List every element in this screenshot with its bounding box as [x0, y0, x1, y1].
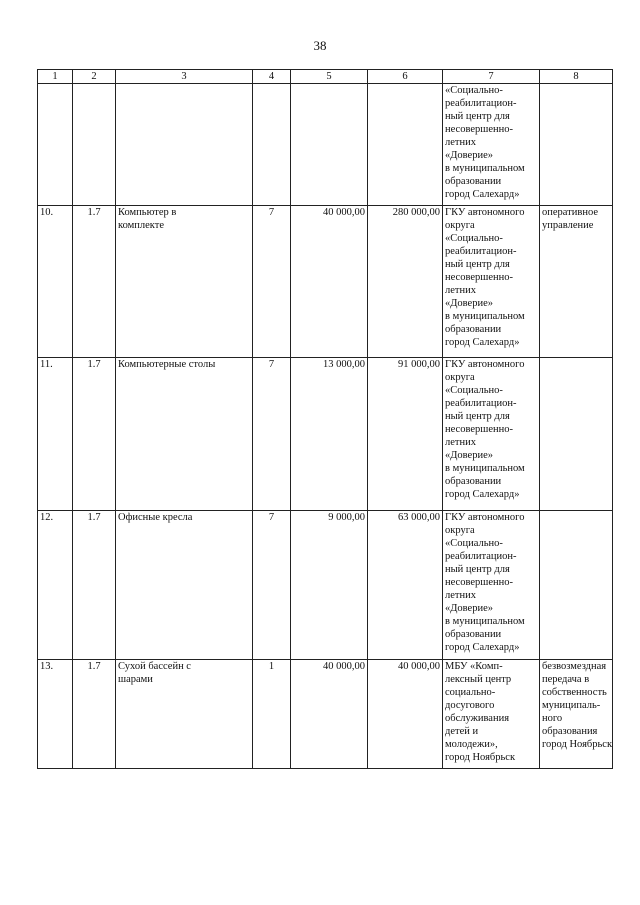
cell-text-line: реабилитацион-	[445, 98, 517, 109]
row-number-cell	[38, 84, 73, 206]
cell-text-line: детей и	[445, 726, 479, 737]
cell-text-line: ГКУ автономного	[445, 207, 525, 218]
unit-price-cell: 9 000,00	[291, 511, 368, 660]
property-table	[37, 69, 613, 769]
header-cell-5: 5	[291, 70, 368, 84]
cell-text-line: ный центр для	[445, 411, 510, 422]
cell-text-line: Компьютерные столы	[118, 359, 216, 370]
cell-text-line: «Доверие»	[445, 450, 493, 461]
cell-text-line: безвозмездная	[542, 661, 607, 672]
transfer-basis-cell	[540, 660, 613, 769]
cell-text-line: муниципаль-	[542, 700, 601, 711]
table-body	[38, 70, 613, 769]
cell-text-line: реабилитацион-	[445, 551, 517, 562]
cell-text-line: округа	[445, 525, 475, 536]
item-name-cell	[116, 84, 253, 206]
cell-text-line: ный центр для	[445, 564, 510, 575]
table-header-row	[38, 70, 613, 84]
quantity-cell: 7	[253, 206, 291, 358]
table-row	[38, 206, 613, 358]
total-cost-cell: 63 000,00	[368, 511, 443, 660]
cell-text-line: Компьютер в	[118, 207, 177, 218]
cell-text-line: город Ноябрьск	[445, 752, 516, 763]
row-number-cell: 11.	[38, 358, 73, 511]
item-name-cell	[116, 358, 253, 511]
header-cell-7: 7	[443, 70, 540, 84]
cell-text-line: собственность	[542, 687, 607, 698]
cell-text-line: оперативное	[542, 207, 598, 218]
item-name-cell	[116, 511, 253, 660]
cell-text-line: социально-	[445, 687, 496, 698]
cell-text-line: в муниципальном	[445, 163, 525, 174]
header-cell-2: 2	[73, 70, 116, 84]
transfer-basis-cell	[540, 206, 613, 358]
table-row	[38, 358, 613, 511]
cell-text-line: город Салехард»	[445, 337, 520, 348]
cell-text-line: летних	[445, 437, 476, 448]
cell-text-line: «Доверие»	[445, 603, 493, 614]
cell-text-line: город Салехард»	[445, 189, 520, 200]
total-cost-cell: 280 000,00	[368, 206, 443, 358]
cell-text-line: ный центр для	[445, 111, 510, 122]
cell-text-line: «Социально-	[445, 538, 503, 549]
row-number-cell: 12.	[38, 511, 73, 660]
cell-text-line: реабилитацион-	[445, 246, 517, 257]
cell-text-line: несовершенно-	[445, 424, 513, 435]
cell-text-line: в муниципальном	[445, 616, 525, 627]
cell-text-line: досугового	[445, 700, 495, 711]
code-cell: 1.7	[73, 206, 116, 358]
table-row	[38, 511, 613, 660]
unit-price-cell: 40 000,00	[291, 660, 368, 769]
organization-cell	[443, 511, 540, 660]
quantity-cell: 7	[253, 511, 291, 660]
cell-text-line: реабилитацион-	[445, 398, 517, 409]
page-number: 38	[313, 38, 327, 53]
unit-price-cell	[291, 84, 368, 206]
unit-price-cell: 40 000,00	[291, 206, 368, 358]
item-name-cell	[116, 660, 253, 769]
cell-text-line: летних	[445, 590, 476, 601]
cell-text-line: ГКУ автономного	[445, 512, 525, 523]
header-cell-8: 8	[540, 70, 613, 84]
cell-text-line: шарами	[118, 674, 153, 685]
quantity-cell: 7	[253, 358, 291, 511]
cell-text-line: образовании	[445, 324, 502, 335]
row-number-cell: 13.	[38, 660, 73, 769]
quantity-cell	[253, 84, 291, 206]
header-cell-4: 4	[253, 70, 291, 84]
cell-text-line: несовершенно-	[445, 272, 513, 283]
cell-text-line: «Социально-	[445, 85, 503, 96]
item-name-cell	[116, 206, 253, 358]
transfer-basis-cell	[540, 358, 613, 511]
cell-text-line: ГКУ автономного	[445, 359, 525, 370]
total-cost-cell	[368, 84, 443, 206]
transfer-basis-cell	[540, 84, 613, 206]
cell-text-line: летних	[445, 285, 476, 296]
total-cost-cell: 91 000,00	[368, 358, 443, 511]
cell-text-line: образовании	[445, 476, 502, 487]
organization-cell	[443, 206, 540, 358]
cell-text-line: передача в	[542, 674, 590, 685]
cell-text-line: МБУ «Комп-	[445, 661, 503, 672]
cell-text-line: Сухой бассейн с	[118, 661, 191, 672]
total-cost-cell: 40 000,00	[368, 660, 443, 769]
cell-text-line: молодежи»,	[445, 739, 498, 750]
cell-text-line: несовершенно-	[445, 577, 513, 588]
cell-text-line: комплекте	[118, 220, 164, 231]
cell-text-line: Офисные кресла	[118, 512, 193, 523]
transfer-basis-cell	[540, 511, 613, 660]
cell-text-line: город Салехард»	[445, 642, 520, 653]
cell-text-line: «Социально-	[445, 233, 503, 244]
code-cell	[73, 84, 116, 206]
table-row	[38, 660, 613, 769]
cell-text-line: «Социально-	[445, 385, 503, 396]
cell-text-line: в муниципальном	[445, 463, 525, 474]
quantity-cell: 1	[253, 660, 291, 769]
header-cell-3: 3	[116, 70, 253, 84]
cell-text-line: город Салехард»	[445, 489, 520, 500]
code-cell: 1.7	[73, 358, 116, 511]
cell-text-line: ного	[542, 713, 563, 724]
row-number-cell: 10.	[38, 206, 73, 358]
cell-text-line: «Доверие»	[445, 298, 493, 309]
cell-text-line: «Доверие»	[445, 150, 493, 161]
cell-text-line: управление	[542, 220, 594, 231]
cell-text-line: ный центр для	[445, 259, 510, 270]
cell-text-line: округа	[445, 220, 475, 231]
cell-text-line: несовершенно-	[445, 124, 513, 135]
organization-cell	[443, 660, 540, 769]
code-cell: 1.7	[73, 511, 116, 660]
unit-price-cell: 13 000,00	[291, 358, 368, 511]
table-row	[38, 84, 613, 206]
cell-text-line: округа	[445, 372, 475, 383]
cell-text-line: летних	[445, 137, 476, 148]
header-cell-6: 6	[368, 70, 443, 84]
cell-text-line: образования	[542, 726, 598, 737]
cell-text-line: в муниципальном	[445, 311, 525, 322]
organization-cell	[443, 358, 540, 511]
cell-text-line: образовании	[445, 176, 502, 187]
organization-cell	[443, 84, 540, 206]
cell-text-line: обслуживания	[445, 713, 510, 724]
code-cell: 1.7	[73, 660, 116, 769]
cell-text-line: образовании	[445, 629, 502, 640]
header-cell-1: 1	[38, 70, 73, 84]
cell-text-line: город Ноябрьск	[542, 739, 613, 750]
cell-text-line: лексный центр	[445, 674, 512, 685]
